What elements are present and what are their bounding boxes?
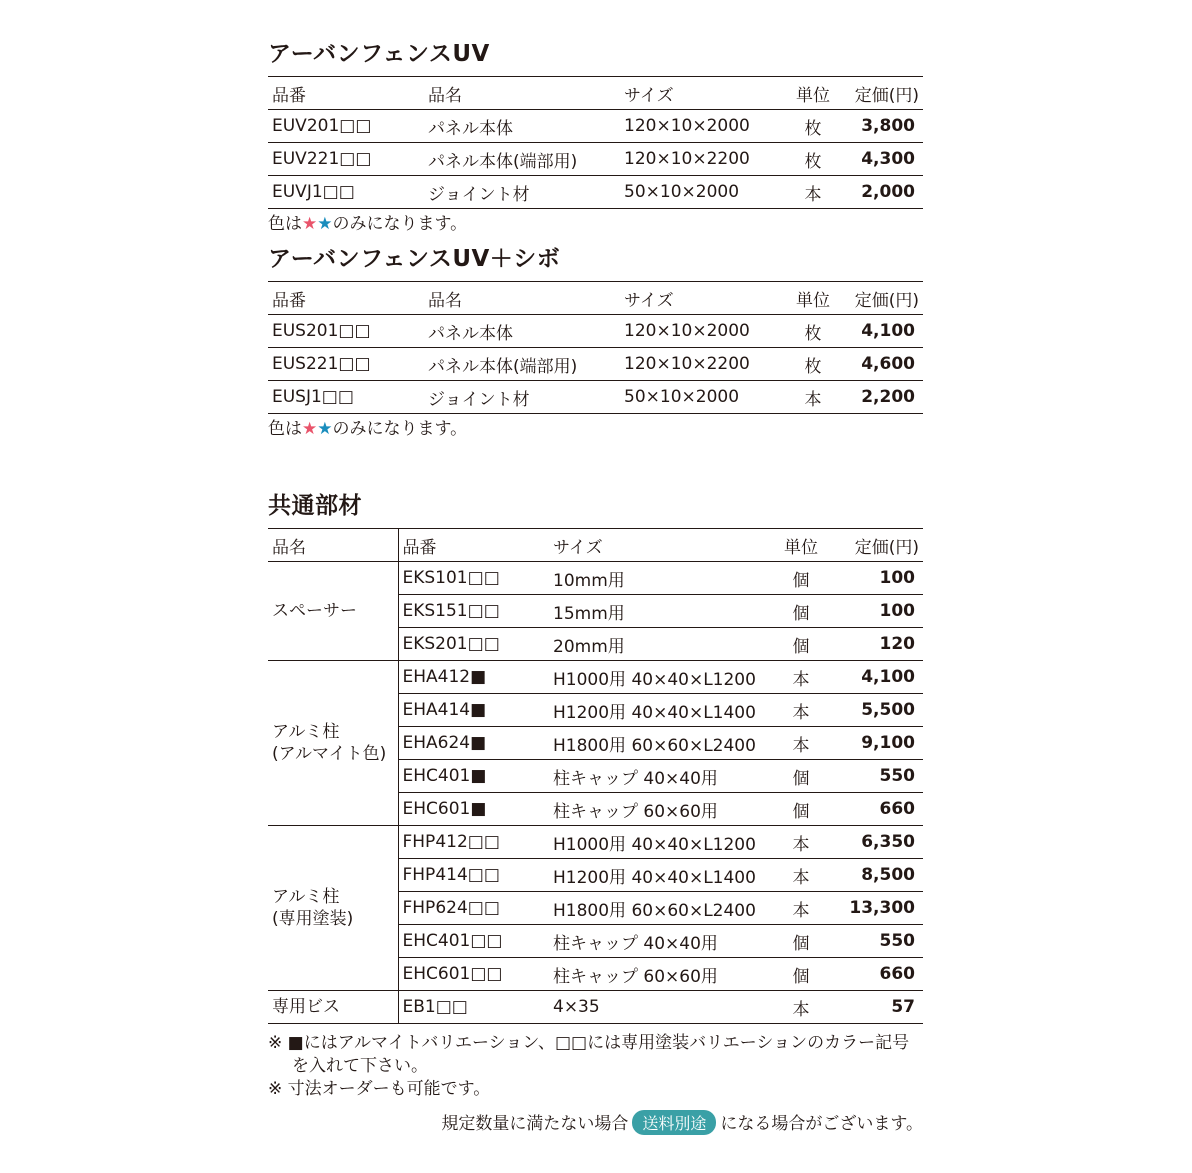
unit: 個 [771,562,831,595]
unit: 本 [771,727,831,760]
red-star-icon: ★ [302,214,318,234]
size: H1800用 60×60×L2400 [549,727,771,760]
footnote-color-code: ※ ■にはアルマイトバリエーション、□□には専用塗装バリエーションのカラー記号 [268,1033,910,1053]
unit: 枚 [784,348,842,381]
header-unit: 単位 [784,282,842,315]
size: 柱キャップ 40×40用 [549,760,771,793]
color-note: 色は★★のみになります。 [268,419,468,439]
price: 4,100 [842,315,923,348]
table-row [268,562,923,595]
part-number: EUS201□□ [268,315,424,348]
header-price: 定価(円) [842,282,923,315]
part-number: EHC401■ [398,760,549,793]
unit: 個 [771,958,831,991]
table-common-parts [268,528,923,1024]
size: H1000用 40×40×L1200 [549,826,771,859]
part-number: FHP412□□ [398,826,549,859]
part-number: EKS201□□ [398,628,549,661]
part-number: FHP624□□ [398,892,549,925]
unit: 本 [771,694,831,727]
header-product-name: 品名 [424,77,620,110]
unit: 個 [771,760,831,793]
size: 柱キャップ 60×60用 [549,958,771,991]
size: 柱キャップ 60×60用 [549,793,771,826]
group-name-spacer: スペーサー [268,562,398,661]
table-row [268,991,923,1024]
part-number: EUSJ1□□ [268,381,424,414]
unit: 個 [771,595,831,628]
part-number: EUV221□□ [268,143,424,176]
unit: 本 [771,826,831,859]
shipping-separate-badge: 送料別途 [632,1110,716,1135]
size: H1800用 60×60×L2400 [549,892,771,925]
part-number: FHP414□□ [398,859,549,892]
table-urban-fence-uv [268,76,923,209]
part-number: EKS101□□ [398,562,549,595]
color-note: 色は★★のみになります。 [268,214,468,234]
product-name: ジョイント材 [424,381,620,414]
header-part-number: 品番 [268,282,424,315]
size: 15mm用 [549,595,771,628]
unit: 個 [771,793,831,826]
size: 4×35 [549,991,771,1024]
size: 20mm用 [549,628,771,661]
size: H1200用 40×40×L1400 [549,694,771,727]
price: 660 [831,958,923,991]
header-part-number: 品番 [398,529,549,562]
size: 120×10×2200 [620,348,784,381]
part-number: EHA414■ [398,694,549,727]
part-number: EHC601□□ [398,958,549,991]
table-row [268,348,923,381]
part-number: EKS151□□ [398,595,549,628]
size: 120×10×2000 [620,315,784,348]
group-name-aluminum-post-painted: アルミ柱 (専用塗装) [268,826,398,991]
part-number: EHA412■ [398,661,549,694]
unit: 個 [771,925,831,958]
part-number: EB1□□ [398,991,549,1024]
price: 4,600 [842,348,923,381]
part-number: EUV201□□ [268,110,424,143]
header-size: サイズ [620,282,784,315]
table-row [268,661,923,694]
footnote-custom-size: ※ 寸法オーダーも可能です。 [268,1079,491,1099]
part-number: EHC601■ [398,793,549,826]
price: 13,300 [831,892,923,925]
unit: 本 [771,892,831,925]
unit: 本 [784,381,842,414]
size: H1200用 40×40×L1400 [549,859,771,892]
group-name-aluminum-post-alumite: アルミ柱 (アルマイト色) [268,661,398,826]
header-product-name: 品名 [268,529,398,562]
size: 50×10×2000 [620,176,784,209]
table-row [268,315,923,348]
price: 2,000 [842,176,923,209]
table-row [268,110,923,143]
price: 57 [831,991,923,1024]
header-size: サイズ [620,77,784,110]
price: 4,100 [831,661,923,694]
table-header-row [268,529,923,562]
header-price: 定価(円) [842,77,923,110]
group-name-screws: 専用ビス [268,991,398,1024]
unit: 本 [771,859,831,892]
product-name: パネル本体 [424,315,620,348]
part-number: EUS221□□ [268,348,424,381]
unit: 本 [771,661,831,694]
price: 4,300 [842,143,923,176]
footnotes [268,1032,923,1101]
price: 100 [831,562,923,595]
size: 120×10×2000 [620,110,784,143]
table-header-row [268,77,923,110]
unit: 枚 [784,315,842,348]
price: 3,800 [842,110,923,143]
product-name: パネル本体 [424,110,620,143]
part-number: EHA624■ [398,727,549,760]
price: 550 [831,925,923,958]
footnote-color-code-cont: を入れて下さい。 [292,1056,428,1076]
header-size: サイズ [549,529,771,562]
shipping-note: 規定数量に満たない場合 送料別途 になる場合がございます。 [268,1109,923,1135]
header-unit: 単位 [771,529,831,562]
product-name: パネル本体(端部用) [424,348,620,381]
price: 5,500 [831,694,923,727]
product-name: ジョイント材 [424,176,620,209]
table-row [268,381,923,414]
red-star-icon: ★ [302,419,318,439]
size: 50×10×2000 [620,381,784,414]
table-row [268,826,923,859]
table-urban-fence-uv-shibo [268,281,923,414]
section-title-common-parts: 共通部材 [268,493,362,519]
price: 6,350 [831,826,923,859]
price: 100 [831,595,923,628]
table-header-row [268,282,923,315]
price: 660 [831,793,923,826]
unit: 枚 [784,110,842,143]
table-row [268,143,923,176]
size: 10mm用 [549,562,771,595]
part-number: EHC401□□ [398,925,549,958]
unit: 本 [784,176,842,209]
unit: 枚 [784,143,842,176]
price: 120 [831,628,923,661]
unit: 個 [771,628,831,661]
header-product-name: 品名 [424,282,620,315]
part-number: EUVJ1□□ [268,176,424,209]
size: 柱キャップ 40×40用 [549,925,771,958]
table-row [268,176,923,209]
product-name: パネル本体(端部用) [424,143,620,176]
price: 2,200 [842,381,923,414]
blue-star-icon: ★ [317,419,333,439]
price: 550 [831,760,923,793]
section-title-urban-fence-uv: アーバンフェンスUV [268,41,490,67]
header-part-number: 品番 [268,77,424,110]
size: 120×10×2200 [620,143,784,176]
price-list [268,36,923,1135]
section-title-urban-fence-uv-shibo: アーバンフェンスUV＋シボ [268,246,561,272]
header-price: 定価(円) [831,529,923,562]
unit: 本 [771,991,831,1024]
size: H1000用 40×40×L1200 [549,661,771,694]
blue-star-icon: ★ [317,214,333,234]
price: 9,100 [831,727,923,760]
header-unit: 単位 [784,77,842,110]
price: 8,500 [831,859,923,892]
